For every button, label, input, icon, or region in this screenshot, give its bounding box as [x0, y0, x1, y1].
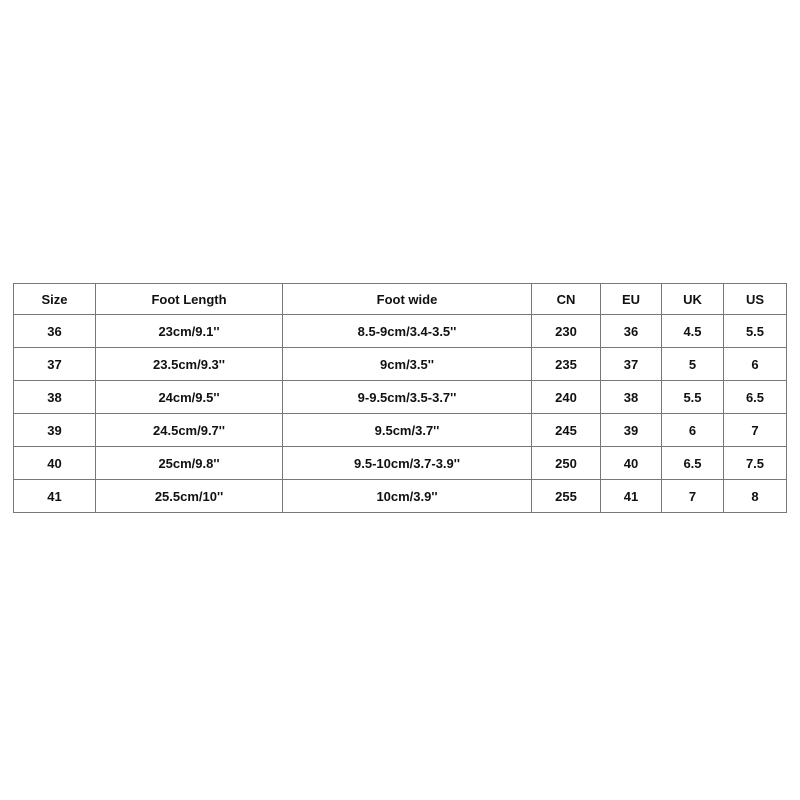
cell-foot-length: 24cm/9.5'' — [96, 381, 283, 414]
header-uk: UK — [662, 284, 724, 315]
cell-us: 5.5 — [724, 315, 787, 348]
cell-uk: 5 — [662, 348, 724, 381]
cell-us: 6 — [724, 348, 787, 381]
cell-size: 41 — [14, 480, 96, 513]
cell-foot-length: 24.5cm/9.7'' — [96, 414, 283, 447]
cell-us: 6.5 — [724, 381, 787, 414]
header-eu: EU — [601, 284, 662, 315]
cell-cn: 235 — [532, 348, 601, 381]
cell-cn: 230 — [532, 315, 601, 348]
cell-uk: 7 — [662, 480, 724, 513]
cell-foot-wide: 9.5cm/3.7'' — [283, 414, 532, 447]
cell-us: 8 — [724, 480, 787, 513]
header-size: Size — [14, 284, 96, 315]
cell-size: 40 — [14, 447, 96, 480]
size-chart-table — [13, 283, 787, 513]
cell-uk: 5.5 — [662, 381, 724, 414]
cell-foot-wide: 8.5-9cm/3.4-3.5'' — [283, 315, 532, 348]
header-foot-wide: Foot wide — [283, 284, 532, 315]
cell-eu: 41 — [601, 480, 662, 513]
table-row — [14, 381, 787, 414]
cell-foot-length: 23cm/9.1'' — [96, 315, 283, 348]
cell-cn: 250 — [532, 447, 601, 480]
cell-eu: 40 — [601, 447, 662, 480]
cell-size: 36 — [14, 315, 96, 348]
cell-size: 37 — [14, 348, 96, 381]
header-foot-length: Foot Length — [96, 284, 283, 315]
cell-cn: 255 — [532, 480, 601, 513]
cell-eu: 37 — [601, 348, 662, 381]
table-header-row — [14, 284, 787, 315]
table-row — [14, 480, 787, 513]
table-row — [14, 447, 787, 480]
cell-size: 39 — [14, 414, 96, 447]
cell-foot-wide: 9.5-10cm/3.7-3.9'' — [283, 447, 532, 480]
cell-uk: 4.5 — [662, 315, 724, 348]
cell-cn: 240 — [532, 381, 601, 414]
header-us: US — [724, 284, 787, 315]
cell-foot-length: 23.5cm/9.3'' — [96, 348, 283, 381]
cell-uk: 6.5 — [662, 447, 724, 480]
table-row — [14, 315, 787, 348]
cell-us: 7 — [724, 414, 787, 447]
cell-uk: 6 — [662, 414, 724, 447]
cell-cn: 245 — [532, 414, 601, 447]
cell-eu: 36 — [601, 315, 662, 348]
cell-foot-wide: 9cm/3.5'' — [283, 348, 532, 381]
cell-eu: 38 — [601, 381, 662, 414]
cell-foot-wide: 10cm/3.9'' — [283, 480, 532, 513]
table-row — [14, 414, 787, 447]
table-row — [14, 348, 787, 381]
cell-eu: 39 — [601, 414, 662, 447]
cell-foot-length: 25.5cm/10'' — [96, 480, 283, 513]
cell-us: 7.5 — [724, 447, 787, 480]
cell-foot-length: 25cm/9.8'' — [96, 447, 283, 480]
cell-size: 38 — [14, 381, 96, 414]
header-cn: CN — [532, 284, 601, 315]
cell-foot-wide: 9-9.5cm/3.5-3.7'' — [283, 381, 532, 414]
